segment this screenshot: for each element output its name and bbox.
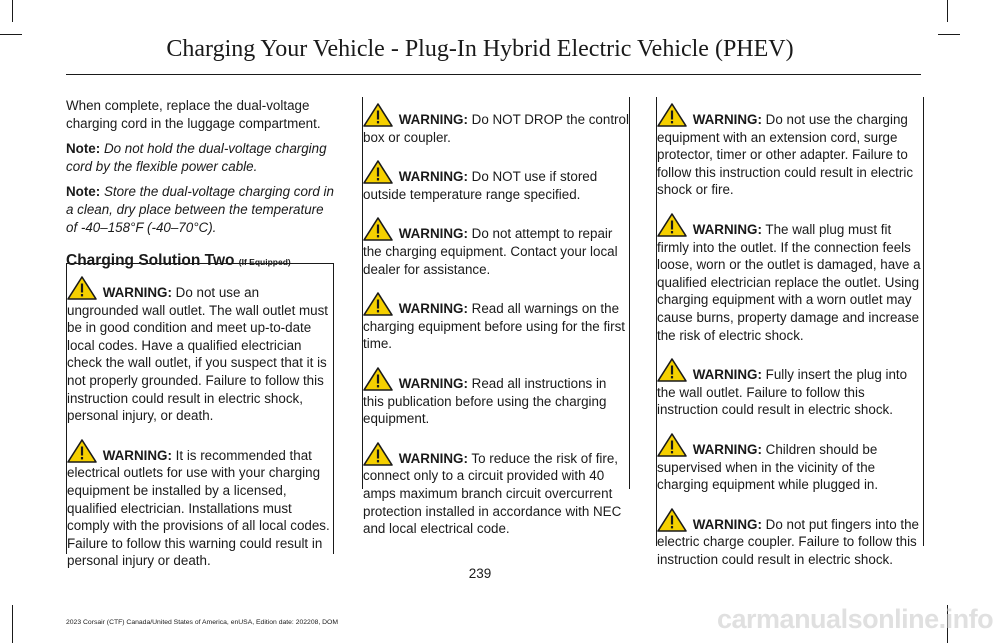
watermark: carmanualsonline.info: [717, 604, 993, 634]
warning-triangle-icon: [363, 103, 393, 127]
warning-triangle-icon: [657, 358, 687, 382]
warning-text: Read all warnings on the charging equipment before using for the first time.: [363, 301, 626, 352]
note-paragraph: [66, 140, 338, 175]
warning-item: [657, 103, 923, 199]
warning-label: WARNING:: [398, 301, 468, 317]
warning-text: Read all instructions in this publication before using the charging equipment.: [363, 375, 607, 427]
warning-label: WARNING:: [692, 112, 762, 127]
warning-text: Do not put fingers into the electric charge coupler. Failure to follow this instruction could result in electric shock.: [657, 516, 920, 567]
warning-label: WARNING:: [692, 516, 762, 532]
section-suffix: (If Equipped): [238, 257, 291, 268]
warning-triangle-icon: [363, 292, 393, 316]
warning-triangle-icon: [363, 160, 393, 184]
warning-triangle-icon: [363, 217, 393, 241]
warning-triangle-icon: [657, 103, 687, 127]
crop-mark: [947, 0, 948, 22]
crop-mark: [12, 605, 13, 643]
warning-text: Do not use an ungrounded wall outlet. The wall outlet must be in good condition and meet up-to-date local codes. Have a qualified electrician check the wall outlet, if you suspect that it is not properly grounded. Failure to follow this instruction could result in electric shock, personal injury, or death.: [67, 285, 329, 424]
warning-item: [363, 367, 629, 428]
warning-box: [66, 263, 334, 569]
warning-text: Do not attempt to repair the charging equipment. Contact your local dealer for assistance.: [363, 226, 618, 277]
warning-text: Do not use the charging equipment with an extension cord, surge protector, timer or other adapter. Failure to follow this instruction could result in electric shock or fire.: [657, 112, 914, 198]
warning-label: WARNING:: [398, 450, 468, 466]
warning-text: To reduce the risk of fire, connect only to a circuit provided with 40 amps maximum branch circuit overcurrent protection installed in accordance with NEC and local electrical code.: [363, 450, 622, 537]
warning-label: WARNING:: [692, 221, 762, 237]
warning-box: [362, 97, 630, 537]
warning-text: Do NOT DROP the control box or coupler.: [363, 112, 629, 145]
warning-item: [363, 103, 629, 146]
note-label: Note:: [66, 141, 101, 157]
warning-item: [657, 358, 923, 419]
warning-text: It is recommended that electrical outlets for use with your charging equipment be installed by a licensed, qualified electrician. Installations must comply with the provisions of all local codes. Failure to follow this warning could result in personal injury or death.: [67, 447, 330, 569]
section-title: Charging Solution Two: [66, 252, 235, 270]
warning-triangle-icon: [67, 276, 97, 300]
header-divider: [66, 74, 921, 75]
left-column: [66, 97, 338, 286]
warning-triangle-icon: [657, 508, 687, 532]
note-text: Store the dual-voltage charging cord in a clean, dry place between the temperature of -40–158°F (-40–70°C).: [66, 184, 334, 235]
warning-text: Do NOT use if stored outside temperature range specified.: [363, 169, 598, 202]
warning-item: [657, 433, 923, 494]
warning-triangle-icon: [363, 442, 393, 466]
warning-label: WARNING:: [102, 447, 172, 463]
edition-footer: 2023 Corsair (CTF) Canada/United States of America, enUSA, Edition date: 202208, DOM: [66, 619, 339, 626]
warning-text: Children should be supervised when in the vicinity of the charging equipment while plugged in.: [657, 441, 879, 493]
warning-item: [67, 439, 333, 570]
warning-label: WARNING:: [692, 367, 762, 383]
page-title: Charging Your Vehicle - Plug-In Hybrid Electric Vehicle (PHEV): [166, 36, 794, 62]
warning-item: [363, 442, 629, 538]
warning-label: WARNING:: [398, 226, 468, 242]
warning-triangle-icon: [657, 433, 687, 457]
warning-item: [363, 217, 629, 278]
note-label: Note:: [66, 184, 101, 200]
warning-item: [657, 213, 923, 344]
warning-triangle-icon: [67, 439, 97, 463]
warning-label: WARNING:: [102, 285, 172, 300]
warning-item: [363, 160, 629, 203]
note-text: Do not hold the dual-voltage charging cord by the flexible power cable.: [66, 141, 327, 174]
warning-text: The wall plug must fit firmly into the outlet. If the connection feels loose, worn or the outlet is damaged, have a qualified electrician replace the outlet. Using charging equipment with a worn outlet may cause burns, property damage and increase the risk of electric shock.: [657, 221, 921, 343]
warning-triangle-icon: [657, 213, 687, 237]
warning-label: WARNING:: [398, 169, 468, 185]
warning-label: WARNING:: [398, 112, 468, 127]
warning-text: Fully insert the plug into the wall outlet. Failure to follow this instruction could result in electric shock.: [657, 367, 908, 418]
warning-box: [656, 97, 924, 567]
warning-triangle-icon: [363, 367, 393, 391]
warning-item: [67, 276, 333, 425]
crop-mark: [12, 0, 13, 22]
warning-label: WARNING:: [692, 441, 762, 457]
warning-item: [363, 292, 629, 353]
warning-label: WARNING:: [398, 375, 468, 391]
page-number: 239: [468, 566, 492, 581]
intro-paragraph: When complete, replace the dual-voltage charging cord in the luggage compartment.: [66, 98, 321, 131]
warning-item: [657, 508, 923, 569]
note-paragraph: [66, 183, 338, 236]
